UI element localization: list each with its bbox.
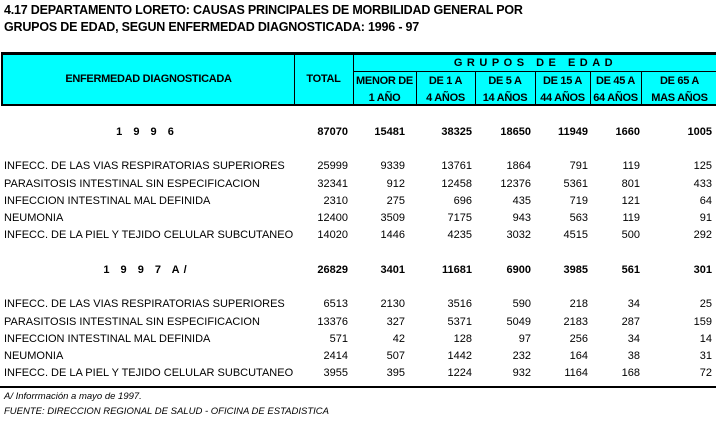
age-group-value: 168 [621, 367, 640, 379]
column-header-total: TOTAL [306, 73, 341, 85]
age-group-value: 218 [569, 298, 588, 310]
age-group-value: 42 [392, 333, 405, 345]
column-header-age-group [416, 73, 475, 106]
age-group-value: 590 [512, 298, 531, 310]
total-value: 13376 [317, 316, 348, 328]
table-row [0, 348, 716, 365]
table-row [0, 314, 716, 331]
age-group-value: 13761 [441, 160, 472, 172]
table-title-line-2: GRUPOS DE EDAD, SEGUN ENFERMEDAD DIAGNOSTICADA: 1996 - 97 [4, 20, 420, 34]
age-group-value: 275 [386, 195, 405, 207]
total-value: 26829 [317, 264, 348, 276]
disease-label: PARASITOSIS INTESTINAL SIN ESPECIFICACION [4, 316, 260, 328]
age-group-value: 125 [693, 160, 712, 172]
total-value: 14020 [317, 229, 348, 241]
age-group-value: 18650 [500, 126, 531, 138]
age-group-value: 119 [622, 160, 640, 172]
age-group-value: 121 [621, 195, 640, 207]
age-group-value: 7175 [447, 212, 472, 224]
age-group-line2: 44 AÑOS [540, 92, 585, 104]
age-group-value: 25 [699, 298, 712, 310]
total-value: 3955 [323, 367, 348, 379]
age-group-value: 64 [699, 195, 712, 207]
age-group-value: 932 [512, 367, 531, 379]
source-note: FUENTE: DIRECCION REGIONAL DE SALUD - OFICINA DE ESTADISTICA [4, 406, 329, 417]
total-value: 6513 [323, 298, 348, 310]
age-group-value: 11681 [442, 264, 472, 276]
age-group-value: 159 [693, 316, 712, 328]
age-group-line2: 4 AÑOS [426, 92, 465, 104]
age-group-value: 3516 [447, 298, 472, 310]
age-group-value: 256 [569, 333, 588, 345]
age-group-value: 3401 [380, 264, 405, 276]
age-group-value: 500 [621, 229, 640, 241]
age-group-value: 4515 [563, 229, 588, 241]
age-group-value: 561 [621, 264, 640, 276]
age-group-value: 801 [621, 178, 640, 190]
age-group-line2: 14 AÑOS [482, 92, 528, 104]
column-header-age-group [590, 73, 641, 106]
disease-label: INFECC. DE LAS VIAS RESPIRATORIAS SUPERIORES [4, 160, 285, 172]
table-row [0, 331, 716, 348]
age-group-value: 128 [453, 333, 472, 345]
total-value: 12400 [317, 212, 348, 224]
age-group-value: 1164 [564, 367, 588, 379]
age-group-value: 1224 [447, 367, 472, 379]
age-group-value: 912 [386, 178, 405, 190]
age-group-value: 2183 [563, 316, 588, 328]
age-group-value: 3032 [506, 229, 531, 241]
age-group-value: 72 [699, 367, 712, 379]
age-group-value: 34 [627, 333, 640, 345]
age-group-value: 1442 [447, 350, 472, 362]
age-group-value: 791 [569, 160, 588, 172]
disease-label: INFECCION INTESTINAL MAL DEFINIDA [4, 195, 211, 207]
age-group-value: 507 [386, 350, 405, 362]
age-group-value: 1005 [687, 126, 712, 138]
disease-label: INFECC. DE LAS VIAS RESPIRATORIAS SUPERIORES [4, 298, 285, 310]
table-row [0, 365, 716, 382]
disease-label: NEUMONIA [4, 212, 64, 224]
age-group-value: 1660 [615, 126, 640, 138]
disease-label: NEUMONIA [4, 350, 64, 362]
age-group-value: 15481 [374, 126, 405, 138]
age-group-value: 11949 [558, 126, 588, 138]
column-group-header-age: GRUPOS DE EDAD [453, 57, 618, 69]
table-row [0, 296, 716, 313]
age-group-value: 2130 [380, 298, 405, 310]
table-bottom-rule [0, 386, 716, 388]
age-group-line2: MAS AÑOS [651, 92, 708, 104]
age-group-value: 943 [512, 212, 531, 224]
age-group-value: 164 [569, 350, 588, 362]
total-value: 87070 [317, 126, 348, 138]
age-group-value: 3509 [380, 212, 405, 224]
table-row [0, 158, 716, 175]
year-total-row [0, 262, 716, 279]
age-group-value: 232 [512, 350, 531, 362]
age-group-value: 38325 [441, 126, 472, 138]
table-row [0, 193, 716, 210]
table-row [0, 227, 716, 244]
column-header-disease: ENFERMEDAD DIAGNOSTICADA [65, 73, 232, 85]
age-group-line1: DE 5 A [488, 75, 522, 87]
age-group-value: 1864 [506, 160, 531, 172]
age-group-value: 433 [693, 178, 712, 190]
age-group-value: 435 [512, 195, 531, 207]
age-group-value: 395 [386, 367, 405, 379]
age-group-value: 3985 [563, 264, 588, 276]
age-group-line1: MENOR DE [356, 75, 413, 87]
age-group-line1: DE 15 A [542, 75, 583, 87]
total-value: 32341 [317, 178, 348, 190]
disease-label: INFECC. DE LA PIEL Y TEJIDO CELULAR SUBCUTANEO [4, 367, 294, 379]
age-group-value: 97 [518, 333, 531, 345]
total-value: 2414 [323, 350, 348, 362]
year-label: 1 9 9 7 A/ [103, 264, 191, 276]
age-group-value: 38 [627, 350, 640, 362]
age-group-line2: 1 AÑO [368, 92, 401, 104]
age-group-line1: DE 45 A [595, 75, 636, 87]
age-group-line1: DE 65 A [659, 75, 700, 87]
age-group-value: 563 [569, 212, 588, 224]
year-label: 1 9 9 6 [116, 126, 178, 138]
age-group-value: 12458 [441, 178, 472, 190]
column-header-age-group [535, 73, 590, 106]
disease-label: INFECCION INTESTINAL MAL DEFINIDA [4, 333, 211, 345]
age-group-value: 34 [627, 298, 640, 310]
age-group-value: 6900 [506, 264, 531, 276]
total-value: 25999 [317, 160, 348, 172]
age-group-value: 9339 [380, 160, 405, 172]
total-value: 571 [329, 333, 348, 345]
table-title-line-1: 4.17 DEPARTAMENTO LORETO: CAUSAS PRINCIPALES DE MORBILIDAD GENERAL POR [4, 3, 523, 17]
year-total-row [0, 124, 716, 141]
age-group-line2: 64 AÑOS [593, 92, 638, 104]
age-group-value: 5361 [563, 178, 588, 190]
column-header-age-group [353, 73, 416, 106]
age-group-line1: DE 1 A [428, 75, 463, 87]
age-group-value: 4235 [447, 229, 472, 241]
age-group-value: 1446 [380, 229, 405, 241]
age-group-value: 91 [699, 212, 712, 224]
table-header [1, 52, 716, 106]
footnote: A/ Inforrmación a mayo de 1997. [4, 391, 142, 402]
total-value: 2310 [323, 195, 348, 207]
age-group-value: 31 [699, 350, 712, 362]
age-group-value: 292 [693, 229, 712, 241]
age-group-value: 5049 [506, 316, 531, 328]
age-group-value: 327 [386, 316, 405, 328]
age-group-value: 301 [693, 264, 712, 276]
table-row [0, 176, 716, 193]
age-group-value: 696 [453, 195, 472, 207]
column-header-age-group [475, 73, 535, 106]
column-header-age-group [641, 73, 716, 106]
age-group-value: 287 [621, 316, 640, 328]
age-group-value: 119 [622, 212, 640, 224]
table-row [0, 210, 716, 227]
disease-label: PARASITOSIS INTESTINAL SIN ESPECIFICACION [4, 178, 260, 190]
age-group-value: 719 [569, 195, 588, 207]
age-group-value: 5371 [447, 316, 472, 328]
age-group-value: 14 [699, 333, 712, 345]
disease-label: INFECC. DE LA PIEL Y TEJIDO CELULAR SUBCUTANEO [4, 229, 294, 241]
age-group-value: 12376 [500, 178, 531, 190]
